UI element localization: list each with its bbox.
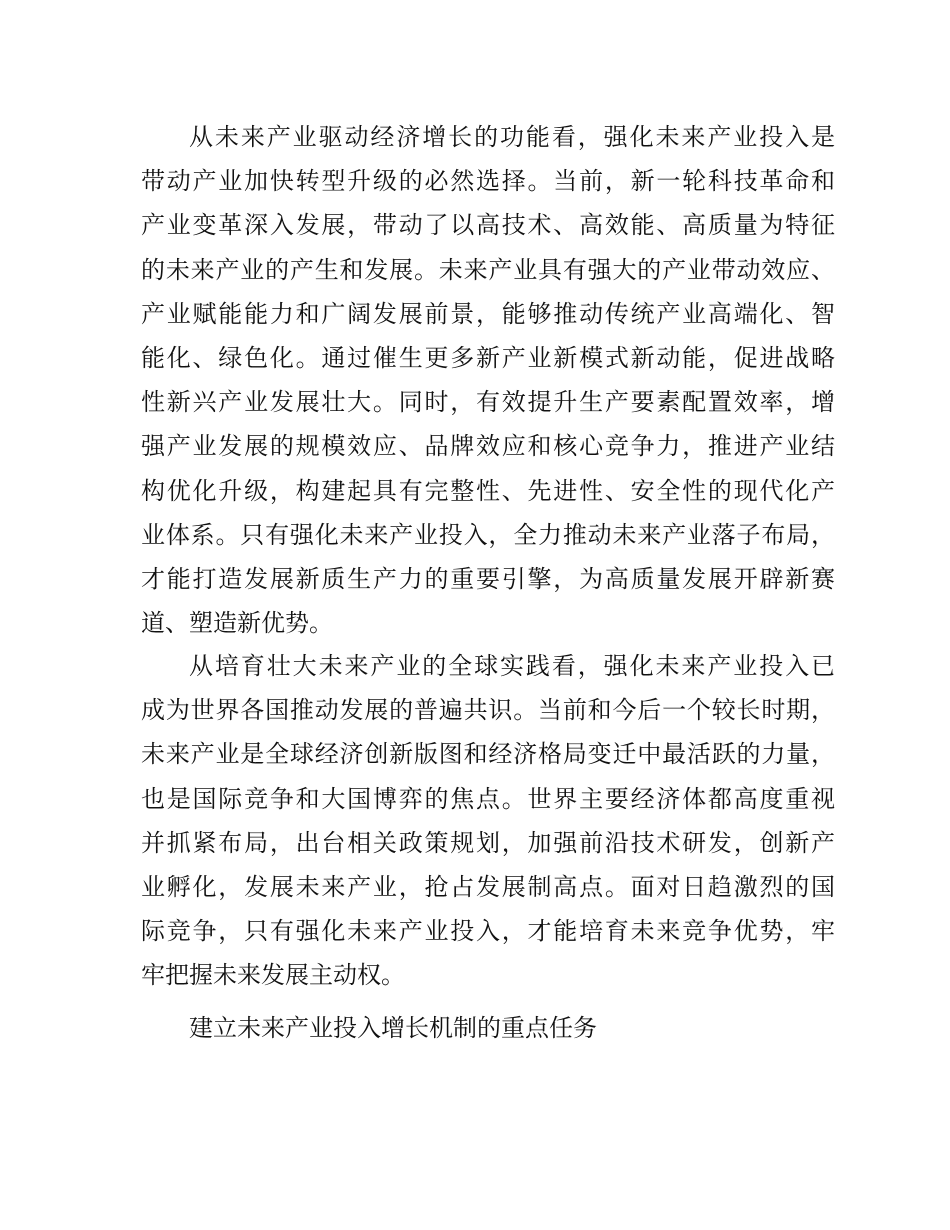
text-line: 业体系。只有强化未来产业投入，全力推动未来产业落子布局， — [141, 520, 835, 549]
text-line: 际竞争，只有强化未来产业投入，才能培育未来竞争优势，牢 — [141, 917, 835, 946]
text-line: 才能打造发展新质生产力的重要引擎，为高质量发展开辟新赛 — [141, 565, 835, 593]
text-line: 牢把握未来发展主动权。 — [141, 961, 405, 990]
text-line: 成为世界各国推动发展的普遍共识。当前和今后一个较长时期， — [141, 696, 835, 725]
text-line: 并抓紧布局，出台相关政策规划，加强前沿技术研发，创新产 — [141, 828, 835, 857]
text-line: 建立未来产业投入增长机制的重点任务 — [189, 1014, 597, 1042]
text-line: 构优化升级，构建起具有完整性、先进性、安全性的现代化产 — [141, 476, 835, 505]
text-line: 从未来产业驱动经济增长的功能看，强化未来产业投入是 — [189, 123, 835, 151]
text-line: 强产业发展的规模效应、品牌效应和核心竞争力，推进产业结 — [141, 432, 835, 461]
text-line: 道、塑造新优势。 — [141, 609, 333, 638]
text-line: 产业变革深入发展，带动了以高技术、高效能、高质量为特征 — [141, 211, 835, 240]
text-line: 从培育壮大未来产业的全球实践看，强化未来产业投入已 — [189, 652, 835, 680]
text-line: 业孵化，发展未来产业，抢占发展制高点。面对日趋激烈的国 — [141, 873, 835, 901]
text-line: 产业赋能能力和广阔发展前景，能够推动传统产业高端化、智 — [141, 299, 835, 328]
text-line: 未来产业是全球经济创新版图和经济格局变迁中最活跃的力量， — [141, 740, 835, 769]
text-line: 带动产业加快转型升级的必然选择。当前，新一轮科技革命和 — [141, 167, 835, 196]
text-line: 能化、绿色化。通过催生更多新产业新模式新动能，促进战略 — [141, 344, 835, 372]
text-line: 性新兴产业发展壮大。同时，有效提升生产要素配置效率，增 — [141, 388, 835, 417]
text-line: 也是国际竞争和大国博弈的焦点。世界主要经济体都高度重视 — [141, 784, 835, 813]
text-line: 的未来产业的产生和发展。未来产业具有强大的产业带动效应、 — [141, 255, 835, 284]
